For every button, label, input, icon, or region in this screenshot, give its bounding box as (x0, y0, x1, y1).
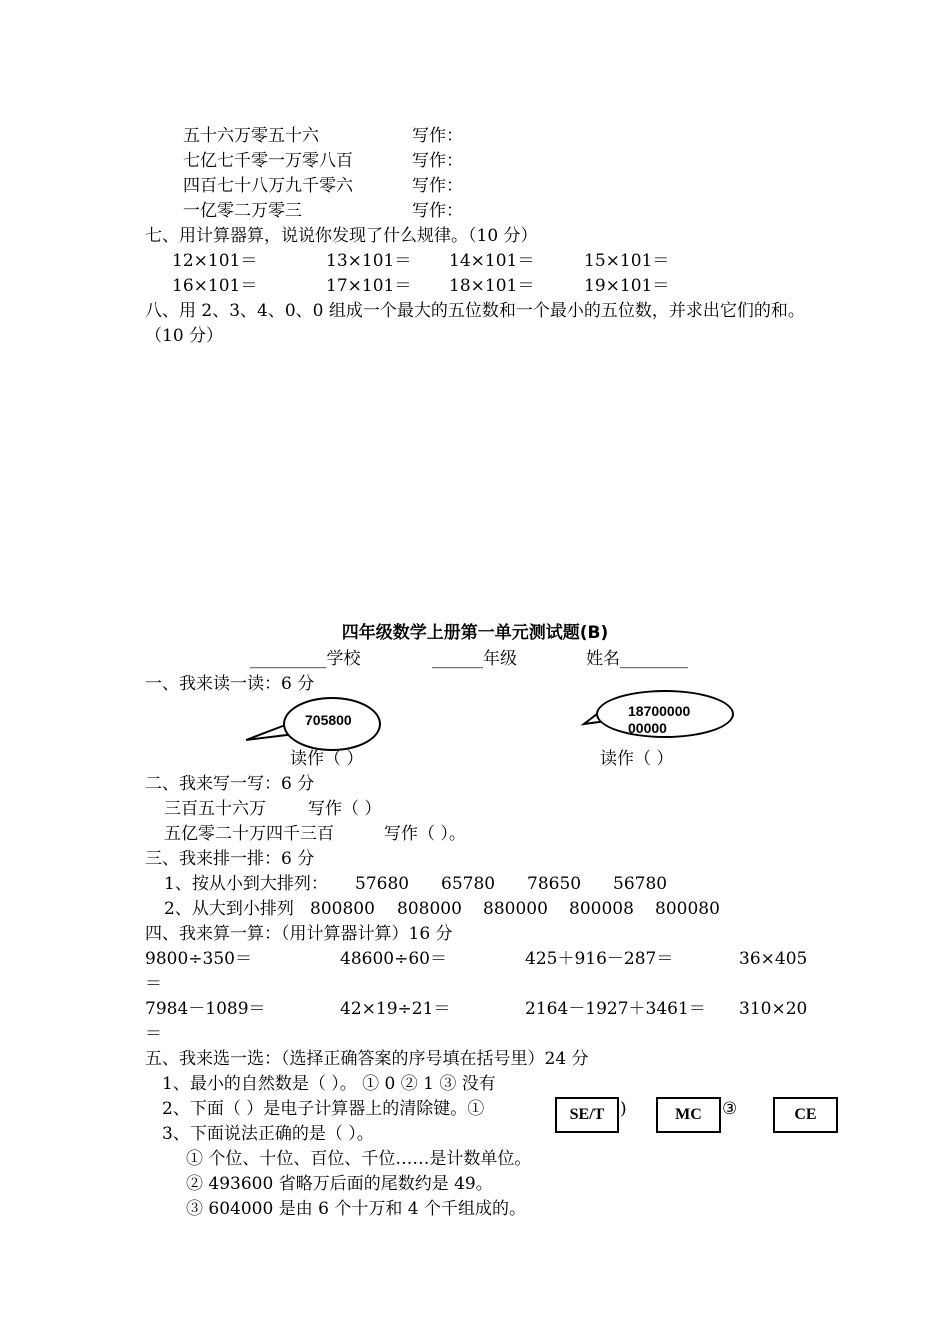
test-title: 四年级数学上册第一单元测试题(B) (341, 623, 609, 643)
school-field: _________学校 (250, 649, 361, 669)
grade-field: ______年级 (432, 649, 517, 669)
write-row-label: 写作： (412, 201, 463, 221)
s4-equals-wrap: ＝ (145, 974, 162, 994)
s5-q3-option: ① 个位、十位、百位、千位……是计数单位。 (186, 1149, 532, 1169)
section-2-title: 二、我来写一写：6 分 (145, 774, 315, 794)
read-as-1: 读作（ ） (290, 749, 364, 769)
s4-expr: 2164－1927＋3461＝ (525, 999, 706, 1019)
s4-equals-wrap: ＝ (145, 1024, 162, 1044)
key-mc: MC (656, 1097, 721, 1133)
s4-expr: 425＋916－287＝ (525, 949, 674, 969)
speech-bubble-1 (283, 697, 381, 751)
write-row-words: 五十六万零五十六 (183, 126, 319, 146)
s5-q2-choice-3: ③ (722, 1099, 738, 1119)
section-3-title: 三、我来排一排：6 分 (145, 849, 315, 869)
q7-expr: 15×101＝ (584, 251, 670, 271)
question-8-title: 八、用 2、3、4、0、0 组成一个最大的五位数和一个最小的五位数，并求出它们的和。 (145, 301, 805, 321)
s4-expr: 9800÷350＝ (145, 949, 252, 969)
s3-item-1-label: 1、按从小到大排列： (164, 874, 328, 894)
section-4-title: 四、我来算一算：（用计算器计算）16 分 (145, 924, 453, 944)
s4-expr: 42×19÷21＝ (340, 999, 451, 1019)
question-7-title: 七、用计算器算，说说你发现了什么规律。（10 分） (145, 226, 538, 246)
s2-item-1-write: 写作（ ） (308, 799, 382, 819)
write-row-label: 写作： (412, 126, 463, 146)
s5-q3-option: ② 493600 省略万后面的尾数约是 49。 (186, 1174, 493, 1194)
question-8-score: （10 分） (145, 326, 224, 346)
s3-number: 65780 (441, 874, 496, 894)
s5-question-1: 1、最小的自然数是（ ）。 ① 0 ② 1 ③ 没有 (162, 1074, 496, 1094)
s5-question-2: 2、下面（ ）是电子计算器上的清除键。① (162, 1099, 485, 1119)
s4-expr: 36×405 (739, 949, 808, 969)
key-se-t: SE/T (555, 1097, 619, 1133)
s3-number: 57680 (355, 874, 410, 894)
s5-q3-option: ③ 604000 是由 6 个十万和 4 个千组成的。 (186, 1199, 526, 1219)
s5-q2-paren: ) (620, 1099, 627, 1119)
read-as-2: 读作（ ） (600, 749, 674, 769)
s3-number: 800800 (310, 899, 375, 919)
s3-number: 808000 (397, 899, 462, 919)
s4-expr: 7984－1089＝ (145, 999, 266, 1019)
q7-expr: 13×101＝ (326, 251, 412, 271)
write-row-label: 写作： (412, 176, 463, 196)
write-row-label: 写作： (412, 151, 463, 171)
key-ce: CE (773, 1097, 838, 1133)
s3-item-2-label: 2、从大到小排列 (164, 899, 294, 919)
s3-number: 880000 (483, 899, 548, 919)
bubble-number-1: 705800 (305, 712, 352, 728)
q7-expr: 16×101＝ (172, 276, 258, 296)
s2-item-1-words: 三百五十六万 (164, 799, 266, 819)
q7-expr: 14×101＝ (449, 251, 535, 271)
s3-number: 56780 (613, 874, 668, 894)
q7-expr: 18×101＝ (449, 276, 535, 296)
write-row-words: 四百七十八万九千零六 (183, 176, 353, 196)
q7-expr: 12×101＝ (172, 251, 258, 271)
write-row-words: 一亿零二万零三 (183, 201, 302, 221)
s5-question-3: 3、下面说法正确的是（ ）。 (162, 1124, 374, 1144)
s2-item-2-write: 写作（ ）。 (384, 824, 466, 844)
section-5-title: 五、我来选一选：（选择正确答案的序号填在括号里）24 分 (145, 1049, 589, 1069)
s4-expr: 310×20 (739, 999, 808, 1019)
bubble-number-2: 1870000000000 (628, 703, 691, 736)
s3-number: 800008 (569, 899, 634, 919)
q7-expr: 17×101＝ (326, 276, 412, 296)
s4-expr: 48600÷60＝ (340, 949, 447, 969)
s3-number: 78650 (527, 874, 582, 894)
name-field: 姓名________ (586, 649, 688, 669)
s2-item-2-words: 五亿零二十万四千三百 (164, 824, 334, 844)
speech-bubble-2 (596, 690, 734, 738)
s3-number: 800080 (655, 899, 720, 919)
write-row-words: 七亿七千零一万零八百 (183, 151, 353, 171)
section-1-title: 一、我来读一读：6 分 (145, 674, 315, 694)
q7-expr: 19×101＝ (584, 276, 670, 296)
